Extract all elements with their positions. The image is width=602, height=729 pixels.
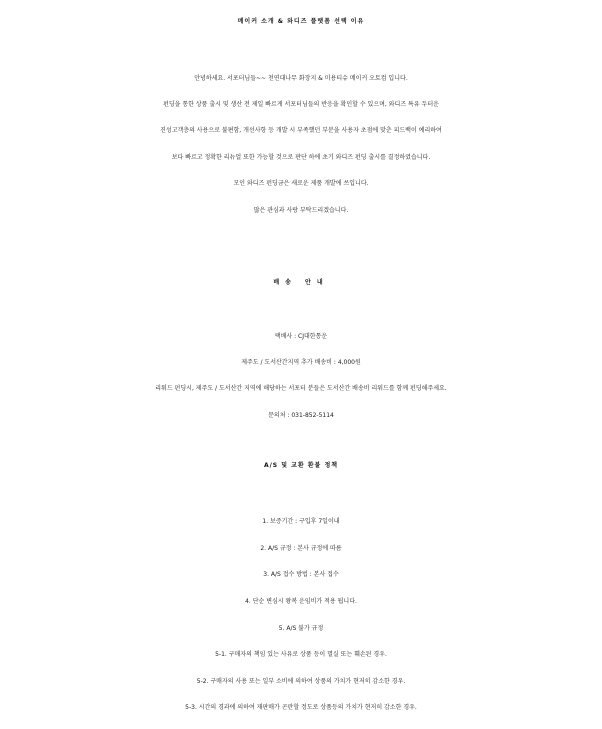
shipping-remote-area-line: 리워드 펀딩시, 제주도 / 도서산간 지역에 해당하는 서포터 분들은 도서산간 배송비 리워드를 함께 펀딩해주세요. [155, 385, 447, 392]
shipping-contact-line: 문의처 : 031-852-5114 [268, 412, 334, 419]
maker-intro-line-1: 안녕하세요. 서포터님들~~ 천연대나무 화장지 & 미용티슈 메이커 오토컴 입니다. [194, 75, 408, 82]
as-policy-line-1: 1. 보증기간 : 구입후 7일이내 [262, 518, 340, 525]
as-policy-line-5: 5. A/S 불가 규정 [278, 625, 324, 632]
maker-intro-line-3: 진성고객층의 사용으로 불편함, 개선사항 등 개발 시 부족했던 부분을 사용자 초점에 맞춘 피드백이 예리하여 [160, 127, 442, 134]
maker-intro-line-6: 많은 관심과 사랑 부탁드리겠습니다. [253, 207, 349, 214]
as-policy-line-7: 5-2. 구매자의 사용 또는 일부 소비에 의하여 상품의 가치가 현저히 감소한 경우. [196, 678, 406, 685]
as-policy-line-3: 3. A/S 접수 방법 : 본사 접수 [263, 571, 339, 578]
shipping-info-heading: 배송 안내 [273, 279, 329, 286]
maker-intro-heading: 메이커 소개 & 와디즈 플랫폼 선택 이유 [237, 18, 365, 25]
maker-intro-line-4: 보다 빠르고 정확한 리뉴얼 또한 가능할 것으로 판단 하에 초기 와디즈 펀딩 출시를 결정하였습니다. [171, 154, 431, 161]
maker-intro-line-5: 모인 와디즈 펀딩금은 새로운 제품 개발에 쓰입니다. [233, 180, 369, 187]
as-policy-line-6: 5-1. 구매자의 책임 있는 사유로 상품 등이 멸실 또는 훼손된 경우. [215, 651, 387, 658]
as-policy-heading: A/S 및 교환 환불 정책 [263, 462, 339, 469]
as-policy-line-4: 4. 단순 변심시 왕복 운임비가 적용 됩니다. [245, 598, 357, 605]
as-policy-line-8: 5-3. 시간의 경과에 의하여 재판매가 곤란할 정도로 상품등의 가치가 현저히 감소한 경우. [185, 704, 417, 711]
shipping-courier-line: 택배사 : CJ대한통운 [274, 333, 328, 340]
as-policy-line-2: 2. A/S 규정 : 본사 규정에 따름 [260, 545, 342, 552]
shipping-extra-fee-line: 제주도 / 도서산간지역 추가 배송비 : 4,000원 [241, 359, 361, 366]
maker-intro-line-2: 펀딩을 통한 상품 출시 및 생산 전 제일 빠르게 서포터님들의 반응을 확인할 수 있으며, 와디즈 특유 두터운 [163, 101, 439, 108]
